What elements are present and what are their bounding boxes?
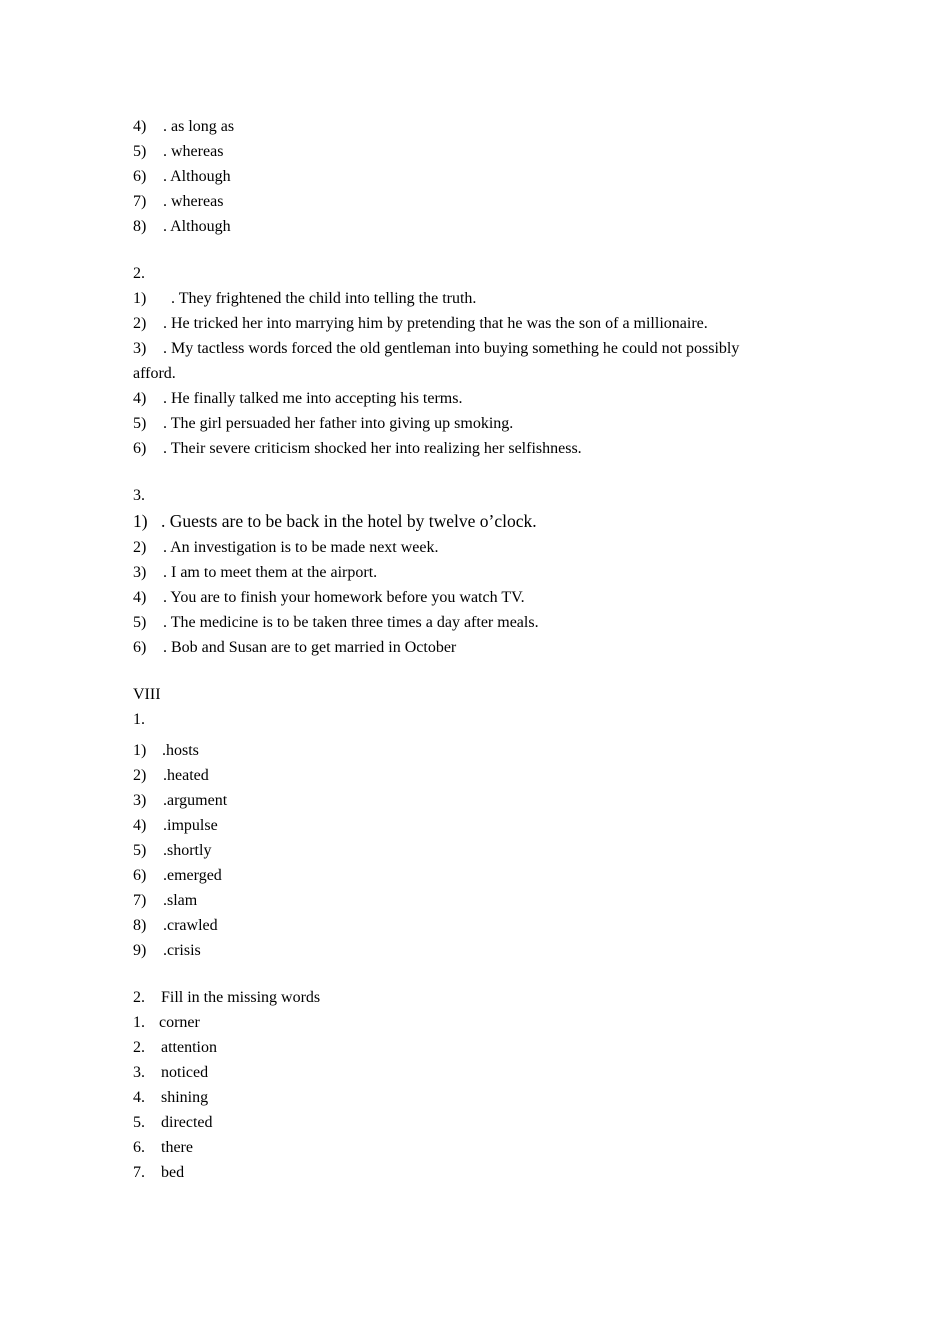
- list-item: 4. shining: [133, 1089, 209, 1106]
- list-item: 4) . He finally talked me into accepting his terms.: [133, 390, 463, 407]
- section-8: [133, 682, 813, 1185]
- section-heading: VIII: [133, 686, 161, 703]
- list-item: 2) .heated: [133, 767, 209, 784]
- section-heading: 3.: [133, 487, 145, 504]
- list-item: 4) .impulse: [133, 817, 218, 834]
- list-item: 1) .hosts: [133, 742, 199, 759]
- list-item: 8) . Although: [133, 218, 231, 235]
- list-item: 5) . The medicine is to be taken three times a day after meals.: [133, 614, 539, 631]
- list-item: 5) . whereas: [133, 143, 224, 160]
- list-item: 3) . My tactless words forced the old gentleman into buying something he could not possibly: [133, 340, 740, 357]
- list-item: 6) .emerged: [133, 867, 222, 884]
- list-item: 1) . Guests are to be back in the hotel by twelve o’clock.: [133, 511, 537, 531]
- list-item: 7. bed: [133, 1164, 185, 1181]
- list-item: 8) .crawled: [133, 917, 218, 934]
- list-item: 3) .argument: [133, 792, 228, 809]
- subsection-heading: 1.: [133, 711, 145, 728]
- list-item: 2) . An investigation is to be made next week.: [133, 539, 439, 556]
- section-heading: 2.: [133, 265, 145, 282]
- list-item: 9) .crisis: [133, 942, 201, 959]
- list-item: 6) . Bob and Susan are to get married in October: [133, 639, 457, 656]
- section-2: [133, 261, 813, 461]
- document-body: [133, 114, 813, 1185]
- list-item: 4) . as long as: [133, 118, 235, 135]
- list-item: 3. noticed: [133, 1064, 209, 1081]
- list-item: 4) . You are to finish your homework before you watch TV.: [133, 589, 525, 606]
- list-item: 6. there: [133, 1139, 193, 1156]
- list-item: 5. directed: [133, 1114, 213, 1131]
- list-item-continuation: afford.: [133, 365, 176, 382]
- list-item: 5) .shortly: [133, 842, 212, 859]
- list-item: 7) . whereas: [133, 193, 224, 210]
- list-item: 2) . He tricked her into marrying him by pretending that he was the son of a millionaire.: [133, 315, 708, 332]
- list-item: 1. corner: [133, 1014, 200, 1031]
- answer-list: [133, 114, 813, 239]
- list-item: 5) . The girl persuaded her father into giving up smoking.: [133, 415, 514, 432]
- list-item: 2. attention: [133, 1039, 217, 1056]
- list-item: 7) .slam: [133, 892, 198, 909]
- list-item: 1) . They frightened the child into telling the truth.: [133, 290, 477, 307]
- list-item: 6) . Although: [133, 168, 231, 185]
- list-item: 6) . Their severe criticism shocked her into realizing her selfishness.: [133, 440, 582, 457]
- list-item: 3) . I am to meet them at the airport.: [133, 564, 378, 581]
- subsection-heading: 2. Fill in the missing words: [133, 989, 321, 1006]
- section-3: [133, 483, 813, 660]
